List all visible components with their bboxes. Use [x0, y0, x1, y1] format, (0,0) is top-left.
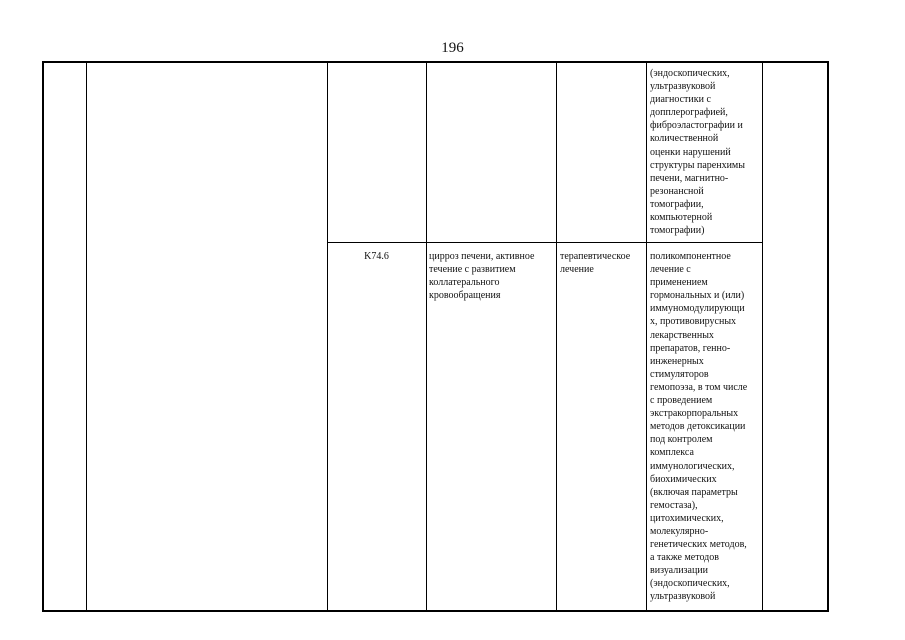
- table-top-border: [42, 61, 829, 63]
- column-divider: [327, 61, 328, 612]
- table-cell-method: поликомпонентное лечение с применением гормональных и (или) иммуномодулирующи х, противовирусных лекарственных препаратов, генно- инженерных стимуляторов гемопоэза, в том числе с проведением экстракорпоральных методов детоксикации под контролем комплекса иммунологических, биохимических (включая параметры гемостаза), цитохимических, молекулярно- генетических методов, а также методов визуализации (эндоскопических, ультразвуковой: [650, 251, 748, 603]
- column-divider: [556, 61, 557, 612]
- table-right-border: [827, 61, 829, 612]
- table-cell-treatment-type: терапевтическое лечение: [560, 251, 631, 276]
- column-divider: [762, 61, 763, 612]
- table-left-border: [42, 61, 44, 612]
- table-cell-method-continued: (эндоскопических, ультразвуковой диагностики с допплерографией, фиброэластографии и количественной оценки нарушений структуры паренхимы печени, магнитно- резонансной томографии, компьютерной томографии): [650, 68, 745, 237]
- column-divider: [426, 61, 427, 612]
- page-number: 196: [441, 40, 464, 56]
- table-cell-code: K74.6: [364, 251, 389, 262]
- column-divider: [646, 61, 647, 612]
- table-cell-disease: цирроз печени, активное течение с развитием коллатерального кровообращения: [429, 251, 535, 302]
- row-divider: [327, 242, 762, 243]
- table-bottom-border: [42, 610, 829, 612]
- column-divider: [86, 61, 87, 612]
